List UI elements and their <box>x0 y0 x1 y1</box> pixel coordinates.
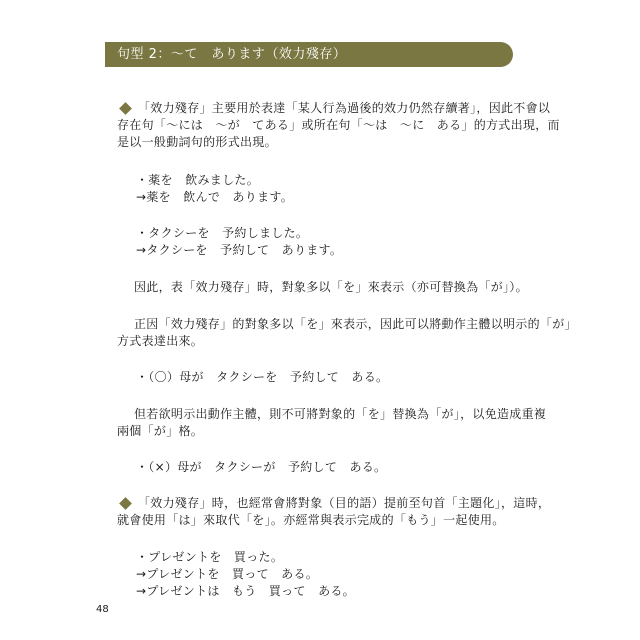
example-5-line-1: ・プレゼントを 買った。 <box>136 550 284 564</box>
paragraph-3-line-2: 方式表達出來。 <box>117 334 204 348</box>
example-5-line-3: →プレゼントは もう 買って ある。 <box>136 584 355 598</box>
paragraph-1-line-2: 存在句「〜には 〜が てある」或所在句「〜は 〜に ある」的方式出現，而 <box>117 118 560 132</box>
paragraph-1-line-1-text: 「效力殘存」主要用於表達「某人行為過後的效力仍然存續著」，因此不會以 <box>138 101 551 115</box>
example-2-line-2: →タクシーを 予約して あります。 <box>136 243 343 257</box>
example-1-line-1: ・薬を 飲みました。 <box>136 173 260 187</box>
paragraph-1-line-1 <box>117 100 550 116</box>
paragraph-4-line-1: 但若欲明示出動作主體，則不可將對象的「を」替換為「が」，以免造成重複 <box>134 407 547 421</box>
diamond-bullet-icon <box>119 497 132 510</box>
diamond-bullet-icon <box>119 102 132 115</box>
paragraph-5-line-2: 就會使用「は」來取代「を」。亦經常與表示完成的「もう」一起使用。 <box>117 513 505 527</box>
example-3: ・（〇）母が タクシーを 予約して ある。 <box>136 370 389 384</box>
example-2-line-1: ・タクシーを 予約しました。 <box>136 226 309 240</box>
example-4: ・（×）母が タクシーが 予約して ある。 <box>136 460 387 474</box>
section-title-bar <box>105 42 513 67</box>
example-1-line-2: →薬を 飲んで あります。 <box>136 190 293 204</box>
paragraph-1-line-3: 是以一般動詞句的形式出現。 <box>117 135 277 149</box>
paragraph-2: 因此，表「效力殘存」時，對象多以「を」來表示（亦可替換為「が」）。 <box>134 280 528 294</box>
paragraph-3-line-1: 正因「效力殘存」的對象多以「を」來表示，因此可以將動作主體以明示的「が」 <box>134 317 577 331</box>
paragraph-5-line-1-text: 「效力殘存」時，也經常會將對象（目的語）提前至句首「主題化」，這時， <box>138 496 551 510</box>
paragraph-5-line-1 <box>117 495 550 511</box>
example-5-line-2: →プレゼントを 買って ある。 <box>136 567 319 581</box>
paragraph-4-line-2: 兩個「が」格。 <box>117 424 204 438</box>
page-number: 48 <box>96 604 109 615</box>
section-title: 句型 2：〜て あります（效力殘存） <box>117 47 347 62</box>
